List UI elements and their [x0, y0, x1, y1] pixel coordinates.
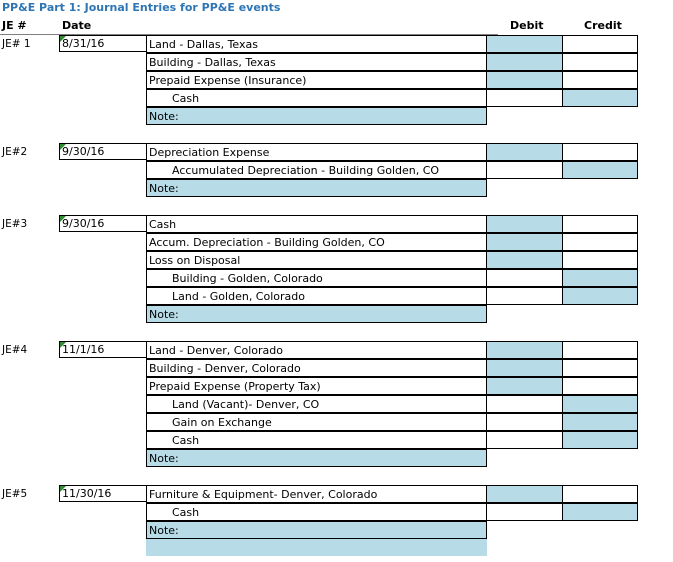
debit-cell[interactable]: [486, 251, 563, 269]
comment-marker-icon: [60, 144, 66, 150]
account-cell[interactable]: Land - Denver, Colorado: [146, 341, 487, 359]
account-cell[interactable]: Cash: [146, 503, 487, 521]
debit-cell[interactable]: [486, 431, 563, 449]
je-number: JE#2: [2, 146, 28, 158]
note-cell[interactable]: Note:: [146, 107, 487, 125]
debit-cell[interactable]: [486, 287, 563, 305]
header-date: Date: [62, 19, 92, 32]
je-date-text: 9/30/16: [62, 217, 105, 230]
account-cell[interactable]: Cash: [146, 215, 487, 233]
je-date[interactable]: [59, 143, 146, 160]
credit-cell[interactable]: [562, 269, 638, 287]
je-date[interactable]: [59, 341, 146, 358]
debit-cell[interactable]: [486, 377, 563, 395]
account-cell[interactable]: Cash: [146, 89, 487, 107]
note-cell[interactable]: Note:: [146, 449, 487, 467]
debit-cell[interactable]: [486, 215, 563, 233]
credit-cell[interactable]: [562, 35, 638, 53]
credit-cell[interactable]: [562, 215, 638, 233]
je-number: JE#3: [2, 218, 28, 230]
je-number: JE#4: [2, 344, 28, 356]
je-date-text: 9/30/16: [62, 145, 105, 158]
je-date-text: 11/1/16: [62, 343, 105, 356]
comment-marker-icon: [60, 36, 66, 42]
account-cell[interactable]: Building - Golden, Colorado: [146, 269, 487, 287]
credit-cell[interactable]: [562, 287, 638, 305]
credit-cell[interactable]: [562, 359, 638, 377]
credit-cell[interactable]: [562, 89, 638, 107]
debit-cell[interactable]: [486, 53, 563, 71]
account-cell[interactable]: Building - Denver, Colorado: [146, 359, 487, 377]
header-credit: Credit: [584, 19, 622, 32]
je-date-text: 11/30/16: [62, 487, 112, 500]
je-date[interactable]: [59, 215, 146, 232]
debit-cell[interactable]: [486, 143, 563, 161]
credit-cell[interactable]: [562, 143, 638, 161]
sheet-title: PP&E Part 1: Journal Entries for PP&E events: [2, 1, 281, 14]
je-date[interactable]: [59, 485, 146, 502]
debit-cell[interactable]: [486, 89, 563, 107]
comment-marker-icon: [60, 342, 66, 348]
je-number: JE#5: [2, 488, 28, 500]
debit-cell[interactable]: [486, 413, 563, 431]
header-je: JE #: [2, 19, 27, 32]
credit-cell[interactable]: [562, 71, 638, 89]
debit-cell[interactable]: [486, 485, 563, 503]
note-cell[interactable]: Note:: [146, 521, 487, 539]
note-cell[interactable]: Note:: [146, 305, 487, 323]
credit-cell[interactable]: [562, 233, 638, 251]
note-cell[interactable]: Note:: [146, 179, 487, 197]
credit-cell[interactable]: [562, 53, 638, 71]
je-number: JE# 1: [2, 38, 31, 50]
debit-cell[interactable]: [486, 503, 563, 521]
credit-cell[interactable]: [562, 341, 638, 359]
account-cell[interactable]: Cash: [146, 431, 487, 449]
credit-cell[interactable]: [562, 485, 638, 503]
credit-cell[interactable]: [562, 377, 638, 395]
debit-cell[interactable]: [486, 233, 563, 251]
credit-cell[interactable]: [562, 503, 638, 521]
debit-cell[interactable]: [486, 359, 563, 377]
credit-cell[interactable]: [562, 431, 638, 449]
debit-cell[interactable]: [486, 71, 563, 89]
comment-marker-icon: [60, 486, 66, 492]
credit-cell[interactable]: [562, 395, 638, 413]
credit-cell[interactable]: [562, 251, 638, 269]
je-date[interactable]: [59, 35, 146, 52]
account-cell[interactable]: Depreciation Expense: [146, 143, 487, 161]
credit-cell[interactable]: [562, 161, 638, 179]
account-cell[interactable]: Prepaid Expense (Property Tax): [146, 377, 487, 395]
debit-cell[interactable]: [486, 395, 563, 413]
account-cell[interactable]: Land - Dallas, Texas: [146, 35, 487, 53]
header-debit: Debit: [510, 19, 544, 32]
account-cell[interactable]: Land - Golden, Colorado: [146, 287, 487, 305]
je-date-text: 8/31/16: [62, 37, 105, 50]
debit-cell[interactable]: [486, 269, 563, 287]
account-cell[interactable]: Gain on Exchange: [146, 413, 487, 431]
debit-cell[interactable]: [486, 161, 563, 179]
account-cell[interactable]: Building - Dallas, Texas: [146, 53, 487, 71]
account-cell[interactable]: Accum. Depreciation - Building Golden, CO: [146, 233, 487, 251]
account-cell[interactable]: Accumulated Depreciation - Building Golden, CO: [146, 161, 487, 179]
account-cell[interactable]: Land (Vacant)- Denver, CO: [146, 395, 487, 413]
debit-cell[interactable]: [486, 35, 563, 53]
trailing-input-cell[interactable]: [146, 539, 487, 556]
account-cell[interactable]: Loss on Disposal: [146, 251, 487, 269]
credit-cell[interactable]: [562, 413, 638, 431]
debit-cell[interactable]: [486, 341, 563, 359]
account-cell[interactable]: Prepaid Expense (Insurance): [146, 71, 487, 89]
comment-marker-icon: [60, 216, 66, 222]
account-cell[interactable]: Furniture & Equipment- Denver, Colorado: [146, 485, 487, 503]
